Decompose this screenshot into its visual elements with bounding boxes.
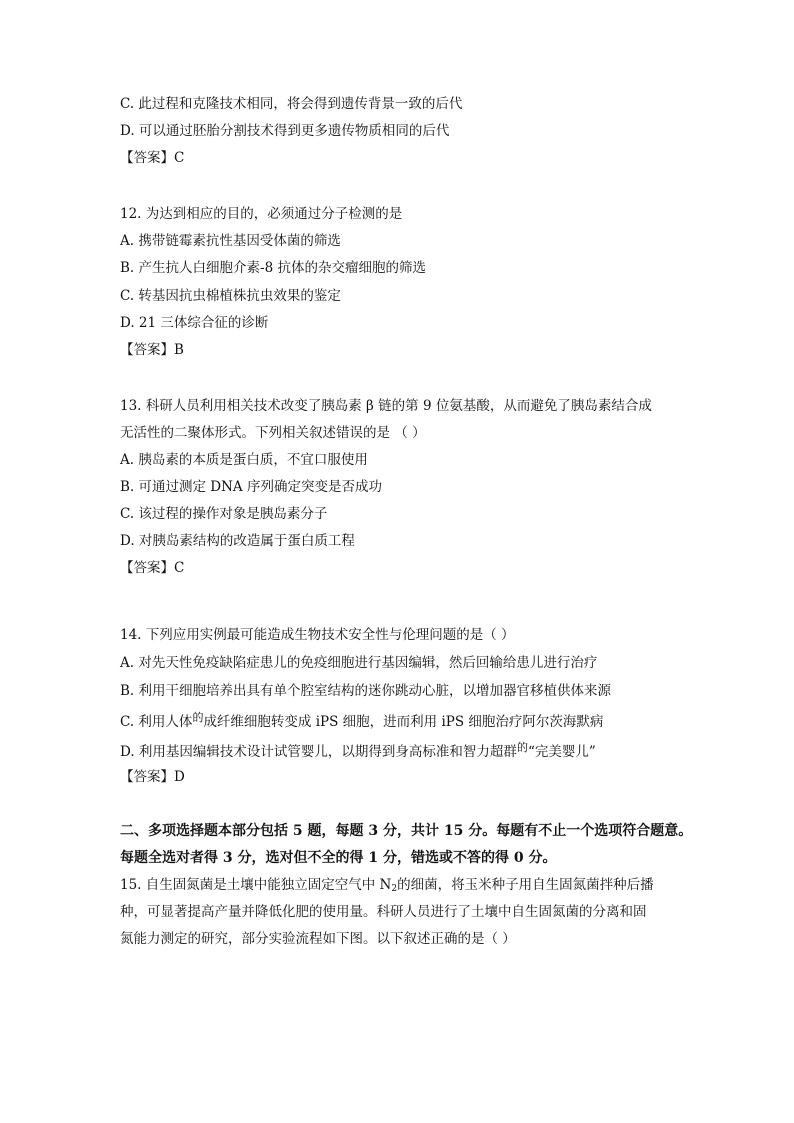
q14-option-d-pre: D. 利用基因编辑技术设计试管婴儿，以期得到身高标准和智力超群 <box>120 744 517 760</box>
q14-option-c-sup: 的 <box>192 711 204 724</box>
q15-stem-line2: 种，可显著提高产量并降低化肥的使用量。科研人员进行了土壤中自生固氮菌的分离和固 <box>120 904 647 920</box>
q12-answer: 【答案】B <box>120 342 184 358</box>
q13-option-a: A. 胰岛素的本质是蛋白质，不宜口服使用 <box>120 452 368 468</box>
q14-option-c-post: 成纤维细胞转变成 iPS 细胞，进而利用 iPS 细胞治疗阿尔茨海默病 <box>203 714 604 730</box>
q15-stem-line3: 氮能力测定的研究，部分实验流程如下图。以下叙述正确的是（ ） <box>120 931 516 947</box>
q12-option-b: B. 产生抗人白细胞介素-8 抗体的杂交瘤细胞的筛选 <box>120 260 426 276</box>
q13-stem-line2: 无活性的二聚体形式。下列相关叙述错误的是 （ ） <box>120 425 426 441</box>
q14-answer: 【答案】D <box>120 769 185 785</box>
q14-option-b: B. 利用干细胞培养出具有单个腔室结构的迷你跳动心脏，以增加器官移植供体来源 <box>120 683 612 699</box>
q15-subscript: 2 <box>391 884 398 894</box>
q14-option-d-post: “完美婴儿” <box>527 744 596 760</box>
q14-stem: 14. 下列应用实例最可能造成生物技术安全性与伦理问题的是（ ） <box>120 627 515 643</box>
q11-option-c: C. 此过程和克隆技术相同，将会得到遗传背景一致的后代 <box>120 96 463 112</box>
q15-line1-post: 的细菌，将玉米种子用自生固氮菌拌种后播 <box>397 877 654 893</box>
q14-option-a: A. 对先天性免疫缺陷症患儿的免疫细胞进行基因编辑，然后回输给患儿进行治疗 <box>120 655 598 671</box>
q13-option-b: B. 可通过测定 DNA 序列确定突变是否成功 <box>120 479 382 495</box>
q13-stem-line1: 13. 科研人员利用相关技术改变了胰岛素 β 链的第 9 位氨基酸，从而避免了胰岛素结合成 <box>120 398 652 414</box>
section2-heading-line1: 二、多项选择题本部分包括 5 题，每题 3 分，共计 15 分。每题有不止一个选项符合题意。 <box>120 823 693 839</box>
q12-stem: 12. 为达到相应的目的，必须通过分子检测的是 <box>120 206 403 222</box>
q13-option-d: D. 对胰岛素结构的改造属于蛋白质工程 <box>120 533 355 549</box>
q13-option-c: C. 该过程的操作对象是胰岛素分子 <box>120 506 328 522</box>
section2-heading-line2: 每题全选对者得 3 分，选对但不全的得 1 分，错选或不答的得 0 分。 <box>120 850 557 866</box>
q14-option-c <box>120 713 603 732</box>
q12-option-a: A. 携带链霉素抗性基因受体菌的筛选 <box>120 233 341 249</box>
q15-line1-pre: 15. 自生固氮菌是土壤中能独立固定空气中 N <box>120 877 392 893</box>
q13-answer: 【答案】C <box>120 560 185 576</box>
q15-stem-line1 <box>120 876 654 894</box>
q14-option-c-pre: C. 利用人体 <box>120 714 193 730</box>
q14-option-d-sup: 的 <box>516 741 528 754</box>
q14-option-d <box>120 743 596 762</box>
q11-answer: 【答案】C <box>120 150 185 166</box>
q12-option-c: C. 转基因抗虫棉植株抗虫效果的鉴定 <box>120 288 341 304</box>
q12-option-d: D. 21 三体综合征的诊断 <box>120 315 269 331</box>
q11-option-d: D. 可以通过胚胎分割技术得到更多遗传物质相同的后代 <box>120 123 450 139</box>
